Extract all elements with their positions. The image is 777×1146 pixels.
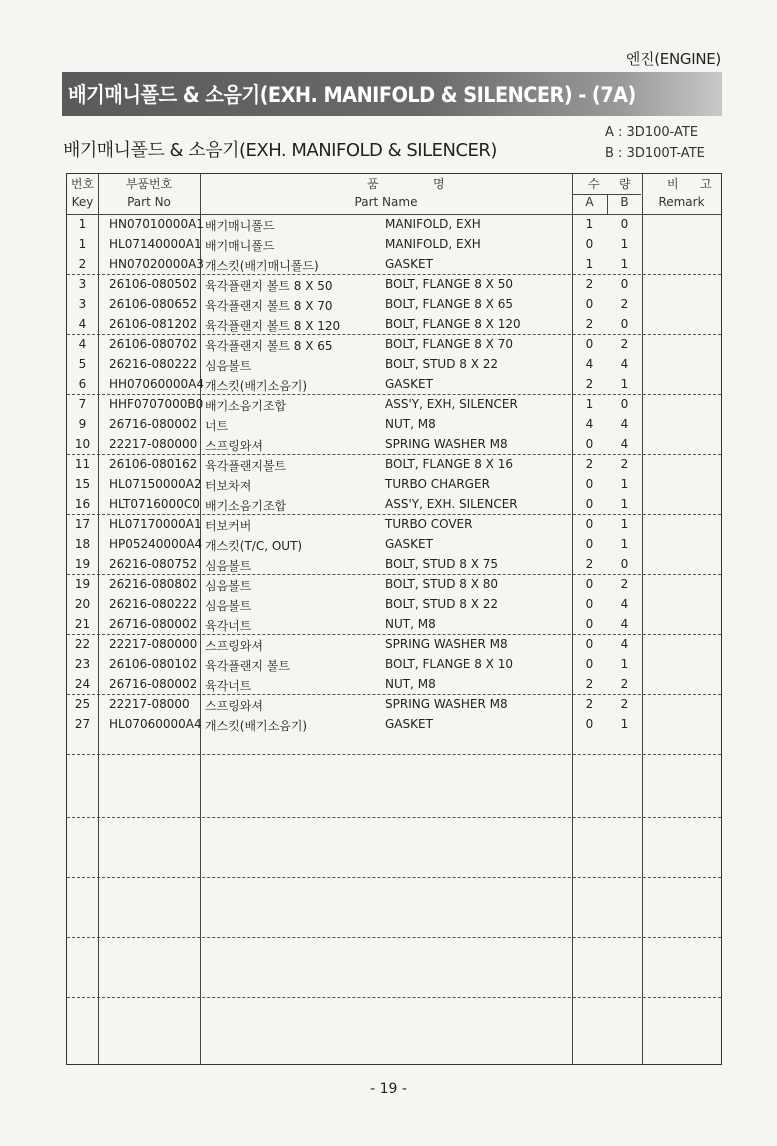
cell-name-en: ASS'Y, EXH, SILENCER (385, 397, 518, 411)
model-b-label: B : 3D100T-ATE (605, 146, 705, 161)
cell-qty-a: 0 (585, 597, 594, 611)
table-row (67, 215, 721, 235)
cell-name-en: BOLT, FLANGE 8 X 70 (385, 337, 513, 351)
cell-key: 19 (74, 577, 91, 591)
cell-key: 25 (74, 697, 91, 711)
cell-name-kr: 개스킷(T/C, OUT) (205, 539, 303, 553)
cell-key: 4 (78, 337, 87, 351)
cell-qty-b: 1 (620, 477, 629, 491)
header-remark-en: Remark (658, 195, 705, 209)
cell-name-en: MANIFOLD, EXH (385, 237, 481, 251)
cell-qty-a: 2 (585, 697, 594, 711)
cell-name-kr: 배기매니폴드 (205, 219, 275, 233)
cell-part-no: 26216-080802 (109, 577, 198, 591)
cell-qty-b: 4 (620, 437, 629, 451)
table-row (67, 575, 721, 595)
assembly-subtitle: 배기매니폴드 & 소음기(EXH. MANIFOLD & SILENCER) (63, 140, 497, 161)
cell-key: 24 (74, 677, 91, 691)
cell-qty-a: 2 (585, 457, 594, 471)
cell-name-kr: 너트 (205, 419, 229, 433)
cell-qty-a: 0 (585, 477, 594, 491)
cell-qty-b: 1 (620, 517, 629, 531)
cell-name-en: BOLT, STUD 8 X 22 (385, 597, 498, 611)
header-key-kr: 번호 (70, 177, 95, 191)
cell-qty-b: 0 (620, 317, 629, 331)
cell-name-kr: 배기소음기조합 (205, 499, 287, 513)
cell-qty-a: 4 (585, 417, 594, 431)
cell-name-en: GASKET (385, 257, 433, 271)
cell-name-en: ASS'Y, EXH. SILENCER (385, 497, 518, 511)
cell-name-kr: 개스킷(배기매니폴드) (205, 259, 319, 273)
cell-name-kr: 심음볼트 (205, 599, 252, 613)
cell-key: 18 (74, 537, 91, 551)
cell-name-en: GASKET (385, 717, 433, 731)
cell-name-en: SPRING WASHER M8 (385, 697, 508, 711)
cell-part-no: 26106-080702 (109, 337, 198, 351)
cell-key: 10 (74, 437, 91, 451)
cell-key: 16 (74, 497, 91, 511)
cell-name-kr: 터보커버 (205, 519, 252, 533)
header-partno-kr: 부품번호 (125, 177, 173, 191)
header-name-kr-2: 명 (433, 177, 445, 191)
cell-qty-a: 0 (585, 637, 594, 651)
cell-qty-b: 4 (620, 417, 629, 431)
cell-key: 20 (74, 597, 91, 611)
cell-qty-b: 1 (620, 657, 629, 671)
table-row (67, 515, 721, 535)
cell-name-kr: 육각플랜지 볼트 (205, 659, 290, 673)
cell-qty-b: 2 (620, 337, 629, 351)
table-row (67, 275, 721, 295)
table-row (67, 475, 721, 495)
cell-name-en: MANIFOLD, EXH (385, 217, 481, 231)
cell-name-en: NUT, M8 (385, 677, 436, 691)
cell-part-no: HL07140000A1 (109, 237, 202, 251)
page-number: - 19 - (370, 1081, 407, 1097)
cell-qty-a: 0 (585, 577, 594, 591)
cell-name-kr: 육각너트 (205, 679, 252, 693)
cell-qty-b: 2 (620, 577, 629, 591)
cell-name-en: GASKET (385, 377, 433, 391)
group-separator (67, 937, 721, 938)
cell-qty-a: 2 (585, 277, 594, 291)
cell-qty-b: 1 (620, 237, 629, 251)
cell-name-kr: 배기매니폴드 (205, 239, 275, 253)
cell-name-kr: 심음볼트 (205, 559, 252, 573)
cell-name-kr: 배기소음기조합 (205, 399, 287, 413)
cell-part-no: 26106-080502 (109, 277, 198, 291)
header-key-en: Key (71, 195, 94, 209)
table-row (67, 715, 721, 735)
header-name-kr-1: 품 (367, 177, 379, 191)
cell-qty-b: 0 (620, 277, 629, 291)
table-row (67, 675, 721, 695)
cell-qty-a: 0 (585, 617, 594, 631)
cell-key: 23 (74, 657, 91, 671)
cell-part-no: 26106-080652 (109, 297, 198, 311)
cell-qty-a: 1 (585, 257, 594, 271)
header-qty-b: B (620, 195, 629, 209)
cell-part-no: 22217-08000 (109, 697, 190, 711)
cell-part-no: HLT0716000C0 (109, 497, 200, 511)
cell-key: 3 (78, 277, 87, 291)
header-qty-kr-1: 수 (588, 177, 600, 191)
cell-qty-a: 0 (585, 717, 594, 731)
cell-part-no: HL07170000A1 (109, 517, 202, 531)
cell-key: 27 (74, 717, 91, 731)
cell-part-no: 26106-081202 (109, 317, 198, 331)
cell-part-no: HHF0707000B0 (109, 397, 204, 411)
cell-qty-a: 0 (585, 537, 594, 551)
table-row (67, 695, 721, 715)
cell-key: 11 (74, 457, 91, 471)
cell-qty-a: 2 (585, 377, 594, 391)
table-row (67, 315, 721, 335)
cell-qty-b: 4 (620, 597, 629, 611)
table-row (67, 535, 721, 555)
cell-qty-b: 0 (620, 557, 629, 571)
table-row (67, 495, 721, 515)
cell-qty-b: 2 (620, 677, 629, 691)
cell-part-no: HH07060000A4 (109, 377, 204, 391)
cell-qty-b: 2 (620, 297, 629, 311)
cell-part-no: 22217-080000 (109, 437, 198, 451)
cell-qty-a: 1 (585, 397, 594, 411)
cell-part-no: 26716-080002 (109, 617, 198, 631)
cell-name-en: BOLT, STUD 8 X 80 (385, 577, 498, 591)
group-separator (67, 877, 721, 878)
cell-key: 2 (78, 257, 87, 271)
cell-key: 21 (74, 617, 91, 631)
header-qty-a: A (585, 195, 594, 209)
table-row (67, 555, 721, 575)
cell-key: 1 (78, 217, 87, 231)
group-separator (67, 817, 721, 818)
cell-key: 5 (78, 357, 87, 371)
parts-table (66, 173, 722, 1065)
cell-qty-b: 2 (620, 457, 629, 471)
cell-name-kr: 심음볼트 (205, 579, 252, 593)
cell-qty-a: 2 (585, 317, 594, 331)
cell-name-en: BOLT, STUD 8 X 22 (385, 357, 498, 371)
header-remark-kr-2: 고 (700, 177, 712, 191)
cell-part-no: HP05240000A4 (109, 537, 203, 551)
cell-name-kr: 심음볼트 (205, 359, 252, 373)
cell-name-kr: 스프링와셔 (205, 439, 263, 453)
model-a-label: A : 3D100-ATE (605, 125, 699, 140)
cell-qty-b: 1 (620, 537, 629, 551)
cell-name-en: NUT, M8 (385, 617, 436, 631)
cell-key: 1 (78, 237, 87, 251)
table-row (67, 415, 721, 435)
cell-name-en: SPRING WASHER M8 (385, 637, 508, 651)
cell-name-en: NUT, M8 (385, 417, 436, 431)
cell-key: 6 (78, 377, 87, 391)
table-row (67, 375, 721, 395)
cell-key: 17 (74, 517, 91, 531)
cell-name-kr: 개스킷(배기소음기) (205, 379, 308, 393)
table-row (67, 395, 721, 415)
cell-qty-a: 0 (585, 517, 594, 531)
table-row (67, 295, 721, 315)
header-remark-kr-1: 비 (667, 177, 679, 191)
cell-name-kr: 터보차져 (205, 479, 252, 493)
cell-qty-a: 0 (585, 497, 594, 511)
cell-key: 3 (78, 297, 87, 311)
cell-qty-a: 4 (585, 357, 594, 371)
cell-part-no: 26716-080002 (109, 417, 198, 431)
model-legend (605, 122, 705, 164)
cell-qty-a: 1 (585, 217, 594, 231)
cell-name-kr: 육각너트 (205, 619, 252, 633)
cell-name-kr: 스프링와셔 (205, 699, 263, 713)
page-title: 배기매니폴드 & 소음기(EXH. MANIFOLD & SILENCER) - (7A) (68, 83, 636, 107)
table-row (67, 635, 721, 655)
cell-part-no: 26106-080102 (109, 657, 198, 671)
table-row (67, 355, 721, 375)
cell-qty-b: 0 (620, 217, 629, 231)
cell-name-en: BOLT, FLANGE 8 X 120 (385, 317, 521, 331)
cell-name-kr: 개스킷(배기소음기) (205, 719, 308, 733)
cell-qty-b: 4 (620, 617, 629, 631)
cell-name-kr: 육각플랜지 볼트 8 X 120 (205, 319, 341, 333)
cell-key: 22 (74, 637, 91, 651)
cell-key: 4 (78, 317, 87, 331)
cell-qty-a: 0 (585, 237, 594, 251)
cell-qty-a: 0 (585, 337, 594, 351)
cell-part-no: 26216-080222 (109, 357, 198, 371)
cell-name-en: TURBO CHARGER (385, 477, 490, 491)
section-label: 엔진(ENGINE) (625, 50, 721, 68)
cell-part-no: 22217-080000 (109, 637, 198, 651)
cell-key: 15 (74, 477, 91, 491)
cell-part-no: HN07010000A1 (109, 217, 204, 231)
cell-part-no: 26716-080002 (109, 677, 198, 691)
cell-name-kr: 육각플랜지 볼트 8 X 70 (205, 299, 333, 313)
table-row (67, 655, 721, 675)
cell-name-en: BOLT, FLANGE 8 X 50 (385, 277, 513, 291)
table-row (67, 335, 721, 355)
cell-qty-b: 1 (620, 257, 629, 271)
cell-qty-b: 1 (620, 717, 629, 731)
cell-qty-b: 0 (620, 397, 629, 411)
cell-part-no: HL07060000A4 (109, 717, 202, 731)
table-row (67, 615, 721, 635)
cell-qty-b: 1 (620, 497, 629, 511)
table-row (67, 235, 721, 255)
header-partno-en: Part No (127, 195, 171, 209)
cell-part-no: HL07150000A2 (109, 477, 202, 491)
cell-qty-a: 0 (585, 657, 594, 671)
cell-name-en: SPRING WASHER M8 (385, 437, 508, 451)
group-separator (67, 754, 721, 755)
cell-name-kr: 육각플랜지 볼트 8 X 50 (205, 279, 333, 293)
cell-qty-a: 0 (585, 297, 594, 311)
cell-name-en: GASKET (385, 537, 433, 551)
cell-key: 9 (78, 417, 87, 431)
table-row (67, 435, 721, 455)
cell-part-no: HN07020000A3 (109, 257, 204, 271)
cell-part-no: 26216-080752 (109, 557, 198, 571)
cell-part-no: 26216-080222 (109, 597, 198, 611)
cell-key: 19 (74, 557, 91, 571)
table-row (67, 255, 721, 275)
cell-qty-b: 4 (620, 357, 629, 371)
cell-name-en: BOLT, STUD 8 X 75 (385, 557, 498, 571)
cell-name-kr: 육각플랜지볼트 (205, 459, 287, 473)
cell-name-en: TURBO COVER (385, 517, 473, 531)
cell-name-kr: 스프링와셔 (205, 639, 263, 653)
table-row (67, 455, 721, 475)
header-name-en: Part Name (354, 195, 418, 209)
cell-qty-b: 4 (620, 637, 629, 651)
cell-name-en: BOLT, FLANGE 8 X 16 (385, 457, 513, 471)
cell-key: 7 (78, 397, 87, 411)
cell-name-en: BOLT, FLANGE 8 X 10 (385, 657, 513, 671)
cell-qty-b: 2 (620, 697, 629, 711)
cell-qty-a: 0 (585, 437, 594, 451)
cell-qty-a: 2 (585, 677, 594, 691)
header-qty-kr-2: 량 (619, 177, 631, 191)
cell-part-no: 26106-080162 (109, 457, 198, 471)
cell-qty-a: 2 (585, 557, 594, 571)
group-separator (67, 997, 721, 998)
cell-name-en: BOLT, FLANGE 8 X 65 (385, 297, 513, 311)
table-row (67, 595, 721, 615)
cell-qty-b: 1 (620, 377, 629, 391)
cell-name-kr: 육각플랜지 볼트 8 X 65 (205, 339, 333, 353)
